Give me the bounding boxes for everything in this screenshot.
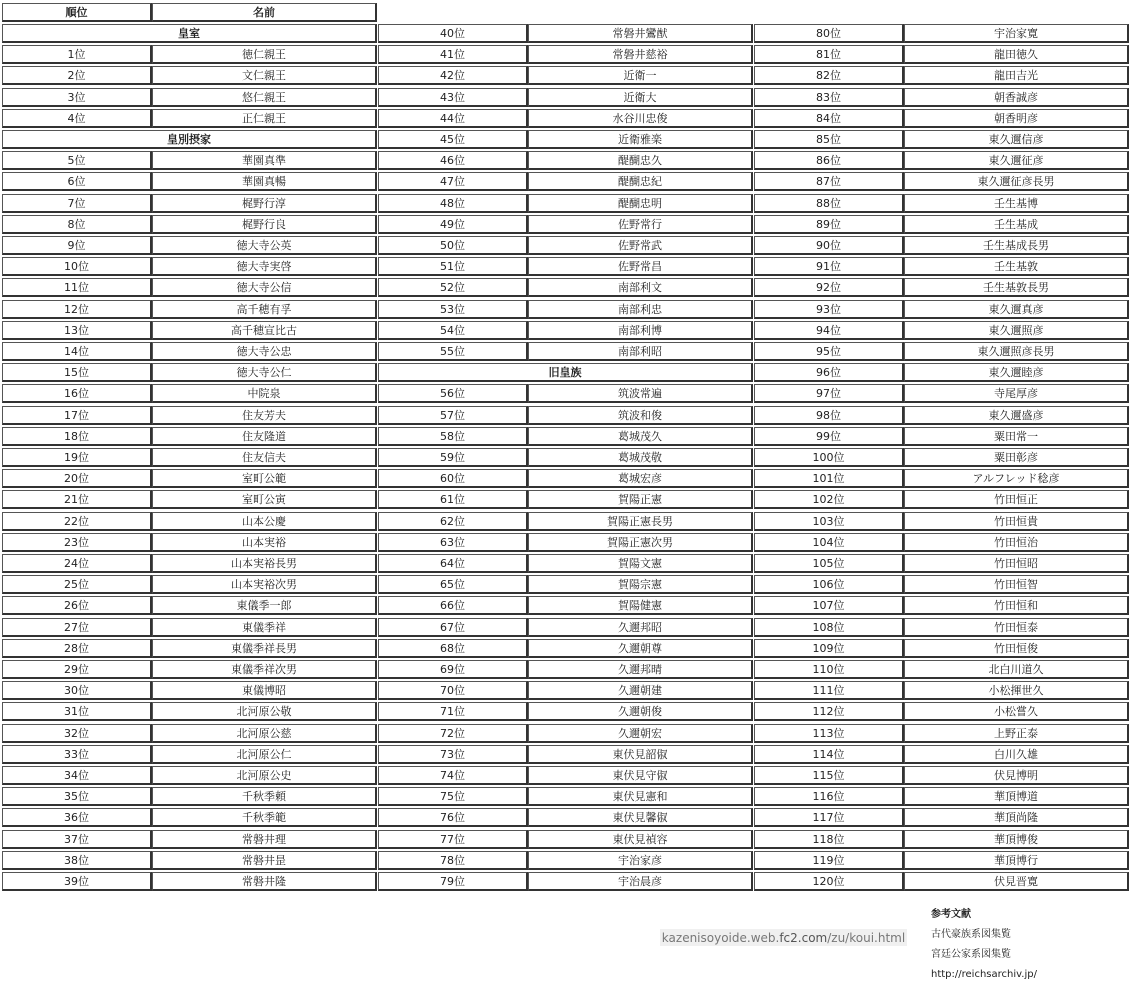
rank-cell: 78位 [378, 851, 528, 870]
rank-cell: 115位 [754, 766, 904, 785]
name-cell: 賀陽健憲 [528, 596, 753, 615]
name-cell: 常磐井昰 [152, 851, 377, 870]
name-cell: 竹田恒智 [904, 575, 1129, 594]
section-title: 旧皇族 [378, 363, 753, 382]
name-cell: 筑波常遍 [528, 384, 753, 403]
rank-cell: 98位 [754, 406, 904, 425]
name-cell: 東久邇照彦長男 [904, 342, 1129, 361]
url-domain: kazenisoyoide.web. [661, 930, 780, 945]
rank-cell: 30位 [2, 681, 152, 700]
name-cell: 竹田恒正 [904, 490, 1129, 509]
name-cell: 筑波和俊 [528, 406, 753, 425]
name-cell: 醍醐忠紀 [528, 172, 753, 191]
rank-cell: 38位 [2, 851, 152, 870]
rank-cell: 67位 [378, 618, 528, 637]
rank-cell: 13位 [2, 321, 152, 340]
rank-cell: 119位 [754, 851, 904, 870]
name-cell: 寺尾厚彦 [904, 384, 1129, 403]
name-cell: 山本実裕 [152, 533, 377, 552]
rank-cell: 40位 [378, 24, 528, 43]
name-cell: 梶野行良 [152, 215, 377, 234]
name-cell: 常磐井隆 [152, 872, 377, 891]
source-url[interactable] [660, 929, 907, 946]
rank-cell: 111位 [754, 681, 904, 700]
rank-cell: 100位 [754, 448, 904, 467]
name-cell: 朝香明彦 [904, 109, 1129, 128]
rank-cell: 33位 [2, 745, 152, 764]
name-cell: 東久邇征彦長男 [904, 172, 1129, 191]
name-cell: 竹田恒昭 [904, 554, 1129, 573]
rank-column-header: 順位 [2, 3, 152, 22]
rank-cell: 109位 [754, 639, 904, 658]
rank-cell: 28位 [2, 639, 152, 658]
rank-cell: 60位 [378, 469, 528, 488]
name-cell: 伏見博明 [904, 766, 1129, 785]
name-cell: 東儀季祥次男 [152, 660, 377, 679]
name-cell: 梶野行淳 [152, 194, 377, 213]
rank-cell: 4位 [2, 109, 152, 128]
section-title: 皇室 [2, 24, 377, 43]
rank-cell: 73位 [378, 745, 528, 764]
name-cell: 東久邇盛彦 [904, 406, 1129, 425]
rank-cell: 81位 [754, 45, 904, 64]
name-cell: 賀陽正憲次男 [528, 533, 753, 552]
rank-cell: 68位 [378, 639, 528, 658]
rank-cell: 49位 [378, 215, 528, 234]
name-cell: 久邇邦昭 [528, 618, 753, 637]
rank-cell: 19位 [2, 448, 152, 467]
rank-cell: 57位 [378, 406, 528, 425]
name-cell: 華頂尚隆 [904, 808, 1129, 827]
name-cell: 常磐井理 [152, 830, 377, 849]
rank-cell: 35位 [2, 787, 152, 806]
name-cell: 葛城宏彦 [528, 469, 753, 488]
rank-cell: 39位 [2, 872, 152, 891]
rank-cell: 15位 [2, 363, 152, 382]
url-host: fc2.com [779, 930, 828, 945]
rank-cell: 102位 [754, 490, 904, 509]
name-cell: 東儀季祥 [152, 618, 377, 637]
name-cell: 佐野常昌 [528, 257, 753, 276]
name-cell: 宇治家彦 [528, 851, 753, 870]
rank-cell: 6位 [2, 172, 152, 191]
rank-cell: 26位 [2, 596, 152, 615]
rank-cell: 50位 [378, 236, 528, 255]
name-cell: 南部利博 [528, 321, 753, 340]
name-cell: 常磐井慈裕 [528, 45, 753, 64]
rank-cell: 70位 [378, 681, 528, 700]
rank-cell: 95位 [754, 342, 904, 361]
rank-cell: 36位 [2, 808, 152, 827]
rank-cell: 62位 [378, 512, 528, 531]
rank-cell: 97位 [754, 384, 904, 403]
name-cell: 徳大寺実啓 [152, 257, 377, 276]
name-cell: 千秋季頼 [152, 787, 377, 806]
name-cell: 久邇朝宏 [528, 724, 753, 743]
rank-cell: 47位 [378, 172, 528, 191]
name-cell: 北河原公史 [152, 766, 377, 785]
name-cell: 東久邇照彦 [904, 321, 1129, 340]
rank-cell: 63位 [378, 533, 528, 552]
name-cell: 東伏見憲和 [528, 787, 753, 806]
rank-cell: 3位 [2, 88, 152, 107]
rank-cell: 17位 [2, 406, 152, 425]
reference-item: 古代豪族系図集覧 [931, 929, 1011, 940]
name-cell: 近衛雅楽 [528, 130, 753, 149]
name-cell: 壬生基成長男 [904, 236, 1129, 255]
rank-cell: 61位 [378, 490, 528, 509]
rank-cell: 5位 [2, 151, 152, 170]
name-cell: 龍田徳久 [904, 45, 1129, 64]
rank-cell: 105位 [754, 554, 904, 573]
rank-cell: 85位 [754, 130, 904, 149]
name-cell: 近衛大 [528, 88, 753, 107]
name-cell: 賀陽正憲長男 [528, 512, 753, 531]
name-cell: 北河原公敬 [152, 702, 377, 721]
rank-cell: 1位 [2, 45, 152, 64]
name-cell: 壬生基成 [904, 215, 1129, 234]
name-cell: 東儀季祥長男 [152, 639, 377, 658]
references [931, 905, 1037, 985]
rank-cell: 75位 [378, 787, 528, 806]
name-cell: 小松揮世久 [904, 681, 1129, 700]
rank-cell: 31位 [2, 702, 152, 721]
name-cell: 住友芳夫 [152, 406, 377, 425]
rank-cell: 21位 [2, 490, 152, 509]
rank-cell: 55位 [378, 342, 528, 361]
rank-cell: 92位 [754, 278, 904, 297]
name-cell: 竹田恒泰 [904, 618, 1129, 637]
name-cell: 文仁親王 [152, 66, 377, 85]
rank-cell: 116位 [754, 787, 904, 806]
rank-cell: 79位 [378, 872, 528, 891]
name-cell: 華園真暢 [152, 172, 377, 191]
rank-cell: 72位 [378, 724, 528, 743]
name-cell: 華頂博行 [904, 851, 1129, 870]
rank-cell: 99位 [754, 427, 904, 446]
rank-cell: 51位 [378, 257, 528, 276]
name-cell: 久邇朝尊 [528, 639, 753, 658]
section-title: 皇別摂家 [2, 130, 377, 149]
name-cell: 高千穂有孚 [152, 300, 377, 319]
name-cell: 北白川道久 [904, 660, 1129, 679]
rank-cell: 23位 [2, 533, 152, 552]
name-cell: 南部利昭 [528, 342, 753, 361]
rank-cell: 110位 [754, 660, 904, 679]
name-cell: 悠仁親王 [152, 88, 377, 107]
name-cell: 竹田恒治 [904, 533, 1129, 552]
rank-cell: 9位 [2, 236, 152, 255]
name-cell: 東伏見馨俶 [528, 808, 753, 827]
rank-cell: 41位 [378, 45, 528, 64]
rank-cell: 43位 [378, 88, 528, 107]
rank-cell: 48位 [378, 194, 528, 213]
name-cell: 千秋季範 [152, 808, 377, 827]
name-cell: 徳仁親王 [152, 45, 377, 64]
rank-cell: 54位 [378, 321, 528, 340]
name-cell: 水谷川忠俊 [528, 109, 753, 128]
name-cell: 竹田恒和 [904, 596, 1129, 615]
rank-cell: 8位 [2, 215, 152, 234]
name-cell: 高千穂宣比古 [152, 321, 377, 340]
name-cell: 徳大寺公信 [152, 278, 377, 297]
rank-cell: 118位 [754, 830, 904, 849]
name-cell: 東久邇真彦 [904, 300, 1129, 319]
name-cell: 中院泉 [152, 384, 377, 403]
name-cell: 北河原公仁 [152, 745, 377, 764]
name-cell: 正仁親王 [152, 109, 377, 128]
rank-cell: 64位 [378, 554, 528, 573]
name-cell: 粟田彰彦 [904, 448, 1129, 467]
rank-cell: 32位 [2, 724, 152, 743]
name-cell: 佐野常武 [528, 236, 753, 255]
name-cell: 南部利忠 [528, 300, 753, 319]
name-cell: 華頂博道 [904, 787, 1129, 806]
rank-cell: 18位 [2, 427, 152, 446]
name-cell: 室町公範 [152, 469, 377, 488]
name-cell: 賀陽文憲 [528, 554, 753, 573]
rank-cell: 113位 [754, 724, 904, 743]
name-cell: 佐野常行 [528, 215, 753, 234]
name-cell: 徳大寺公忠 [152, 342, 377, 361]
name-cell: 龍田吉光 [904, 66, 1129, 85]
rank-cell: 53位 [378, 300, 528, 319]
rank-cell: 71位 [378, 702, 528, 721]
rank-cell: 37位 [2, 830, 152, 849]
rank-cell: 46位 [378, 151, 528, 170]
name-cell: 葛城茂久 [528, 427, 753, 446]
name-cell: 住友信夫 [152, 448, 377, 467]
name-cell: 宇治晨彦 [528, 872, 753, 891]
rank-cell: 12位 [2, 300, 152, 319]
rank-cell: 22位 [2, 512, 152, 531]
rank-cell: 2位 [2, 66, 152, 85]
name-cell: 宇治家寛 [904, 24, 1129, 43]
rank-cell: 89位 [754, 215, 904, 234]
name-cell: 東久邇信彦 [904, 130, 1129, 149]
rank-cell: 90位 [754, 236, 904, 255]
name-cell: 徳大寺公仁 [152, 363, 377, 382]
name-cell: 東伏見韶俶 [528, 745, 753, 764]
name-cell: 華園真準 [152, 151, 377, 170]
rank-cell: 34位 [2, 766, 152, 785]
name-cell: 小松嘗久 [904, 702, 1129, 721]
rank-cell: 27位 [2, 618, 152, 637]
name-cell: 賀陽正憲 [528, 490, 753, 509]
name-cell: 近衛一 [528, 66, 753, 85]
name-column-header: 名前 [152, 3, 377, 22]
name-cell: 常磐井鸞猷 [528, 24, 753, 43]
rank-cell: 44位 [378, 109, 528, 128]
name-cell: 粟田常一 [904, 427, 1129, 446]
rank-cell: 10位 [2, 257, 152, 276]
rank-cell: 59位 [378, 448, 528, 467]
rank-cell: 76位 [378, 808, 528, 827]
name-cell: 久邇朝建 [528, 681, 753, 700]
name-cell: 山本実裕次男 [152, 575, 377, 594]
name-cell: 壬生基敦 [904, 257, 1129, 276]
rank-cell: 84位 [754, 109, 904, 128]
name-cell: 東伏見守俶 [528, 766, 753, 785]
name-cell: 醍醐忠久 [528, 151, 753, 170]
url-path: /zu/koui.html [827, 930, 906, 945]
rank-cell: 20位 [2, 469, 152, 488]
rank-cell: 120位 [754, 872, 904, 891]
name-cell: 朝香誠彦 [904, 88, 1129, 107]
rank-cell: 104位 [754, 533, 904, 552]
rank-cell: 112位 [754, 702, 904, 721]
name-cell: 壬生基博 [904, 194, 1129, 213]
name-cell: 醍醐忠明 [528, 194, 753, 213]
name-cell: 久邇朝俊 [528, 702, 753, 721]
name-cell: 賀陽宗憲 [528, 575, 753, 594]
name-cell: 白川久雄 [904, 745, 1129, 764]
rank-cell: 77位 [378, 830, 528, 849]
name-cell: 南部利文 [528, 278, 753, 297]
rank-cell: 117位 [754, 808, 904, 827]
name-cell: 上野正泰 [904, 724, 1129, 743]
name-cell: 東久邇征彦 [904, 151, 1129, 170]
rank-cell: 16位 [2, 384, 152, 403]
rank-cell: 69位 [378, 660, 528, 679]
rank-cell: 88位 [754, 194, 904, 213]
rank-cell: 25位 [2, 575, 152, 594]
name-cell: 東久邇睦彦 [904, 363, 1129, 382]
rank-cell: 14位 [2, 342, 152, 361]
rank-cell: 45位 [378, 130, 528, 149]
name-cell: 華頂博俊 [904, 830, 1129, 849]
name-cell: 山本実裕長男 [152, 554, 377, 573]
name-cell: 竹田恒貴 [904, 512, 1129, 531]
rank-cell: 103位 [754, 512, 904, 531]
rank-cell: 82位 [754, 66, 904, 85]
rank-cell: 24位 [2, 554, 152, 573]
reference-item[interactable]: http://reichsarchiv.jp/ [931, 969, 1037, 980]
rank-cell: 74位 [378, 766, 528, 785]
rank-cell: 42位 [378, 66, 528, 85]
rank-cell: 101位 [754, 469, 904, 488]
rank-cell: 108位 [754, 618, 904, 637]
name-cell: 徳大寺公英 [152, 236, 377, 255]
name-cell: 室町公寅 [152, 490, 377, 509]
rank-cell: 87位 [754, 172, 904, 191]
rank-cell: 56位 [378, 384, 528, 403]
rank-cell: 91位 [754, 257, 904, 276]
rank-cell: 80位 [754, 24, 904, 43]
rank-cell: 52位 [378, 278, 528, 297]
name-cell: アルフレッド稔彦 [904, 469, 1129, 488]
rank-cell: 106位 [754, 575, 904, 594]
rank-cell: 66位 [378, 596, 528, 615]
rank-cell: 94位 [754, 321, 904, 340]
name-cell: 壬生基敦長男 [904, 278, 1129, 297]
rank-cell: 93位 [754, 300, 904, 319]
name-cell: 伏見晋寛 [904, 872, 1129, 891]
rank-cell: 83位 [754, 88, 904, 107]
name-cell: 東伏見禎容 [528, 830, 753, 849]
name-cell: 竹田恒俊 [904, 639, 1129, 658]
name-cell: 山本公慶 [152, 512, 377, 531]
name-cell: 東儀季一郎 [152, 596, 377, 615]
name-cell: 久邇邦晴 [528, 660, 753, 679]
rank-cell: 107位 [754, 596, 904, 615]
rank-cell: 114位 [754, 745, 904, 764]
rank-cell: 96位 [754, 363, 904, 382]
name-cell: 北河原公慈 [152, 724, 377, 743]
rank-cell: 7位 [2, 194, 152, 213]
rank-cell: 11位 [2, 278, 152, 297]
reference-item: 宮廷公家系図集覧 [931, 949, 1011, 960]
rank-cell: 29位 [2, 660, 152, 679]
rank-cell: 65位 [378, 575, 528, 594]
rank-cell: 86位 [754, 151, 904, 170]
name-cell: 葛城茂敬 [528, 448, 753, 467]
references-title: 参考文献 [931, 909, 971, 920]
name-cell: 住友隆道 [152, 427, 377, 446]
rank-cell: 58位 [378, 427, 528, 446]
name-cell: 東儀博昭 [152, 681, 377, 700]
